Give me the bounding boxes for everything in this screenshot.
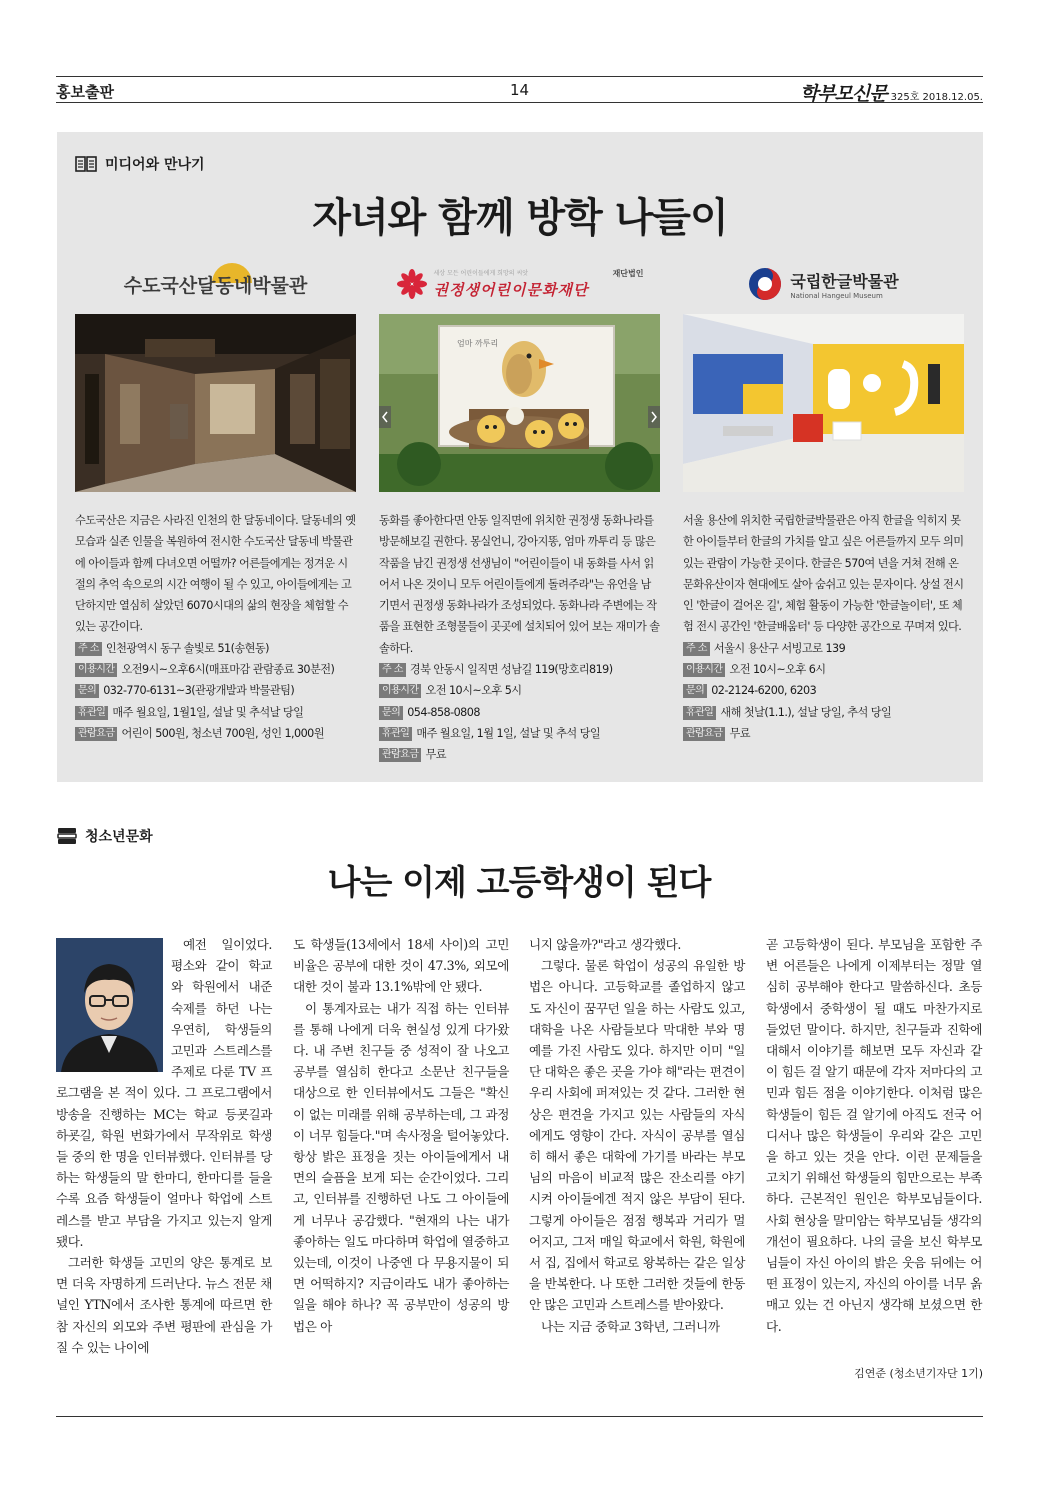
closed-tag: 휴관일 bbox=[75, 706, 108, 720]
hours-value: 오전9시~오후6시(매표마감 관람종료 30분전) bbox=[121, 663, 335, 677]
contact-value: 02-2124-6200, 6203 bbox=[711, 684, 817, 698]
address-value: 인천광역시 동구 솔빛로 51(송현동) bbox=[105, 641, 269, 655]
venue-2-logo-sub: 재단법인 bbox=[612, 269, 644, 278]
article-section-text: 청소년문화 bbox=[85, 829, 153, 845]
fee-value: 무료 bbox=[729, 726, 750, 740]
article-paragraph: 이 통계자료는 내가 직접 하는 인터뷰를 통해 나에게 더욱 현실성 있게 다가왔다. 내 주변 친구들 중 성적이 잘 나오고 공부를 열심히 한다고 소문난 친구들을 대상으로 한 인터뷰에서도 그들은 "확신이 없는 미래를 위해 공부하는데, 그 과정이 너무 힘들다."며 속사정을 털어놓았다. 항상 밝은 표정을 짓는 아이들에게서 내면의 슬픔을 보게 되는 순간이었다. 그리고, 인터뷰를 진행하던 나도 그 아이들에게 너무나 공감했다. "현재의 나는 내가 좋아하는 일도 마다하며 학업에 열중하고 있는데, 이것이 나중엔 다 무용지물이 되면 어떡하지? 지금이라도 내가 좋아하는 일을 해야 하나? 꼭 공부만이 성공의 방법은 아 bbox=[293, 1000, 509, 1334]
venue-2-logo-text: 권정생어린이문화재단 bbox=[433, 281, 589, 299]
fee-tag: 관람요금 bbox=[75, 727, 117, 741]
author-photo bbox=[56, 938, 163, 1072]
contact-tag: 문의 bbox=[379, 706, 403, 720]
hours-tag: 이용시간 bbox=[75, 663, 117, 677]
closed-value: 매주 월요일, 1월1일, 설날 및 추석날 당일 bbox=[112, 705, 304, 719]
venue-2-closed bbox=[379, 723, 660, 744]
venue-3-logo-en: National Hangeul Museum bbox=[790, 291, 883, 300]
paper-name: 학부모신문 bbox=[799, 83, 887, 105]
venue-1-photo bbox=[75, 314, 356, 492]
book-icon bbox=[75, 155, 97, 173]
address-tag: 주 소 bbox=[683, 642, 710, 656]
closed-tag: 휴관일 bbox=[379, 727, 412, 741]
article-paragraph: 도 학생들(13세에서 18세 사이)의 고민 비율은 공부에 대한 것이 47.3%, 외모에 대한 것이 불과 13.1%밖에 안 됐다. bbox=[293, 937, 509, 995]
venue-card-1 bbox=[75, 258, 356, 744]
address-tag: 주 소 bbox=[379, 663, 406, 677]
venue-2-logo-tagline: 세상 모든 어린이들에게 희망의 씨앗 bbox=[433, 270, 529, 277]
address-value: 경북 안동시 일직면 성남길 119(망호리819) bbox=[409, 663, 613, 677]
fee-tag: 관람요금 bbox=[683, 727, 725, 741]
venue-1-fee bbox=[75, 723, 356, 744]
venue-1-logo bbox=[75, 258, 356, 310]
venue-1-address bbox=[75, 638, 356, 659]
article-column-1 bbox=[56, 934, 272, 1358]
contact-value: 032-770-6131~3(관광개발과 박물관팀) bbox=[103, 684, 295, 698]
fee-value: 무료 bbox=[425, 748, 446, 762]
issue-date: 325호 2018.12.05. bbox=[890, 92, 983, 103]
article-section-label bbox=[57, 826, 153, 846]
venue-2-photo-sign: 엄마 까투리 bbox=[457, 339, 499, 348]
venue-2-logo bbox=[379, 258, 660, 310]
hours-tag: 이용시간 bbox=[379, 684, 421, 698]
article-paragraph: 예전 일이었다. 평소와 같이 학교와 학원에서 내준 숙제를 하던 나는 우연히, 학생들의 고민과 스트레스를 주제로 다룬 TV 프로그램을 본 적이 있다. 그 프로그램에서 방송을 진행하는 MC는 학교 등굣길과 하굣길, 학원 번화가에서 무작위로 학생들 중의 한 명을 인터뷰했다. 인터뷰를 당하는 학생들의 말 한마디, 한마디를 들을수록 요즘 학생들이 얼마나 학업에 스트레스를 받고 부담을 가지고 있는지 알게 됐다. bbox=[56, 937, 272, 1249]
closed-value: 새해 첫날(1.1.), 설날 당일, 추석 당일 bbox=[720, 705, 892, 719]
article-paragraph: 니지 않을까?"라고 생각했다. bbox=[529, 937, 681, 952]
venue-3-logo bbox=[683, 258, 964, 310]
venue-3-logo-text: 국립한글박물관 bbox=[790, 271, 899, 291]
page-header bbox=[56, 76, 983, 103]
venue-3-photo bbox=[683, 314, 964, 492]
feature-section-label bbox=[75, 154, 205, 174]
address-value: 서울시 용산구 서빙고로 139 bbox=[713, 641, 846, 655]
books-stack-icon bbox=[57, 827, 77, 845]
closed-value: 매주 월요일, 1월 1일, 설날 및 추석 당일 bbox=[416, 726, 601, 740]
venue-1-logo-text: 수도국산달동네박물관 bbox=[123, 274, 308, 297]
contact-tag: 문의 bbox=[683, 684, 707, 698]
venue-3-description: 서울 용산에 위치한 국립한글박물관은 아직 한글을 익히지 못한 아이들부터 한글의 가치를 알고 싶은 어른들까지 모두 의미있는 관람이 가능한 곳이다. 한글은 570여 년을 거쳐 전해 온 문화유산이자 현대에도 살아 숨쉬고 있는 문자이다. 상설 전시인 '한글이 걸어온 길', 체험 활동이 가능한 '한글놀이터', 또 체험 전시 공간인 '한글배움터' 등 다양한 공간으로 꾸며져 있다. bbox=[683, 514, 964, 634]
venue-card-2 bbox=[379, 258, 660, 766]
venue-1-contact bbox=[75, 680, 356, 701]
bottom-rule bbox=[56, 1416, 983, 1417]
venue-2-fee bbox=[379, 744, 660, 765]
venue-2-description: 동화를 좋아한다면 안동 일직면에 위치한 권정생 동화나라를 방문해보길 권한다. 몽실언니, 강아지똥, 엄마 까투리 등 많은 작품을 남긴 권정생 선생님이 "어린이들이 내 동화를 사서 읽어서 나온 것이니 모두 어린이들에게 돌려주라"는 유언을 남기면서 권정생 동화나라가 조성되었다. 동화나라 주변에는 작품을 표현한 조형물들이 곳곳에 설치되어 있어 보는 재미가 솔솔하다. bbox=[379, 514, 660, 655]
venue-3-fee bbox=[683, 723, 964, 744]
article-title: 나는 이제 고등학생이 된다 bbox=[327, 863, 711, 903]
venue-3-closed bbox=[683, 702, 964, 723]
venue-1-hours bbox=[75, 659, 356, 680]
venue-2-photo bbox=[379, 314, 660, 492]
header-rule bbox=[56, 102, 983, 103]
article-column-4 bbox=[766, 934, 982, 1337]
closed-tag: 휴관일 bbox=[683, 706, 716, 720]
contact-tag: 문의 bbox=[75, 684, 99, 698]
taegeuk-logo-icon bbox=[748, 267, 782, 301]
page-number: 14 bbox=[509, 81, 530, 99]
venue-2-hours bbox=[379, 680, 660, 701]
feature-box bbox=[57, 132, 983, 782]
venue-1-description: 수도국산은 지금은 사라진 인천의 한 달동네이다. 달동네의 옛 모습과 실존 인물을 복원하여 전시한 수도국산 달동네 박물관에 아이들과 함께 다녀오면 어떨까? 어른들에게는 정겨운 시절의 추억 속으로의 시간 여행이 될 수 있고, 아이들에게는 고단하지만 열심히 살았던 6070시대의 삶의 현장을 체험할 수 있는 공간이다. bbox=[75, 514, 356, 634]
header-section: 홍보출판 bbox=[56, 83, 114, 101]
fee-tag: 관람요금 bbox=[379, 748, 421, 762]
venue-2-address bbox=[379, 659, 660, 680]
venue-card-3 bbox=[683, 258, 964, 744]
article-column-3 bbox=[529, 934, 745, 1337]
article-byline: 김연준 (청소년기자단 1기) bbox=[854, 1367, 983, 1380]
fee-value: 어린이 500원, 청소년 700원, 성인 1,000원 bbox=[121, 726, 325, 740]
article-column-2 bbox=[293, 934, 509, 1337]
contact-value: 054-858-0808 bbox=[407, 705, 480, 719]
flower-logo-icon bbox=[396, 268, 428, 300]
hours-value: 오전 10시~오후 5시 bbox=[425, 684, 522, 698]
venue-3-hours bbox=[683, 659, 964, 680]
article-paragraph: 그렇다. 물론 학업이 성공의 유일한 방법은 아니다. 고등학교를 졸업하지 않고도 자신이 꿈꾸던 일을 하는 사람도 있고, 대학을 나온 사람들보다 막대한 부와 명예를 가진 사람도 있다. 하지만 이미 "일단 대학은 좋은 곳을 가야 해"라는 편견이 우리 사회에 퍼져있는 것 같다. 그러한 현상은 편견을 가지고 있는 사람들의 자식에게도 영향이 간다. 자식이 공부를 열심히 해서 좋은 대학에 가기를 바라는 부모님의 마음이 비교적 많은 잔소리를 야기시켜 아이들에겐 적지 않은 부담이 된다. 그렇게 아이들은 점점 행복과 거리가 멀어지고, 그저 매일 학교에서 학원, 학원에서 집, 집에서 학교로 왕복하는 같은 일상을 반복한다. 나 또한 그러한 것들에 한동안 많은 고민과 스트레스를 받아왔다. bbox=[529, 958, 745, 1313]
hours-tag: 이용시간 bbox=[683, 663, 725, 677]
article-paragraph: 곧 고등학생이 된다. 부모님을 포함한 주변 어른들은 나에게 이제부터는 정말 열심히 공부해야 한다고 말씀하신다. 초등학생에서 중학생이 될 때도 마찬가지로 들었던 말이다. 하지만, 친구들과 진학에 대해서 이야기를 해보면 모두 자신과 같이 힘든 걸 알기 때문에 각자 저마다의 고민과 힘든 점을 이야기한다. 이처럼 많은 학생들이 힘든 걸 알기에 아직도 전국 어디서나 많은 학생들이 우리와 같은 고민을 하고 있는 것을 안다. 이런 문제들을 고치기 위해선 학생들의 힘만으로는 부족하다. 근본적인 원인은 학부모님들이다. 사회 현상을 말미암는 학부모님들 생각의 개선이 필요하다. 나의 글을 보신 학부모님들이 자신 아이의 밝은 웃음 뒤에는 어떤 표정이 있는지, 자신의 아이를 너무 옭매고 있는 건 아닌지 생각해 보셨으면 한다. bbox=[766, 937, 982, 1334]
venue-3-address bbox=[683, 638, 964, 659]
article-paragraph: 그러한 학생들 고민의 양은 통계로 보면 더욱 자명하게 드러난다. 뉴스 전문 채널인 YTN에서 조사한 통계에 따르면 한참 자신의 외모와 주변 평판에 관심을 가질 수 있는 나이에 bbox=[56, 1255, 272, 1355]
venue-1-closed bbox=[75, 702, 356, 723]
feature-title: 자녀와 함께 방학 나들이 bbox=[312, 195, 728, 241]
article-paragraph: 나는 지금 중학교 3학년, 그러니까 bbox=[541, 1318, 720, 1334]
feature-section-text: 미디어와 만나기 bbox=[105, 157, 205, 173]
venue-2-contact bbox=[379, 702, 660, 723]
hours-value: 오전 10시~오후 6시 bbox=[729, 663, 826, 677]
venue-3-contact bbox=[683, 680, 964, 701]
address-tag: 주 소 bbox=[75, 642, 102, 656]
